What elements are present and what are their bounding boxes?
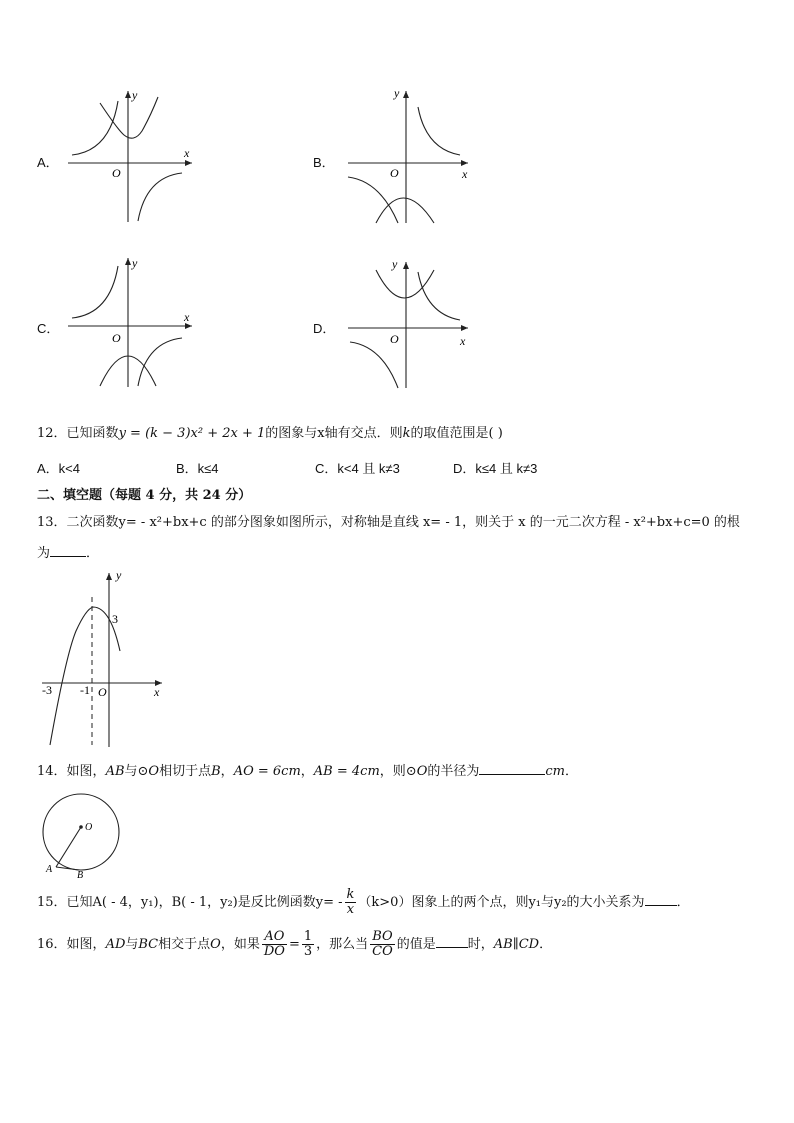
question-number: 13． — [37, 515, 67, 530]
origin-label: O — [112, 166, 121, 180]
y-axis-arrow — [403, 91, 409, 98]
option-b-label: B． — [313, 155, 335, 170]
origin-label: O — [390, 166, 399, 180]
q14-text: 与⊙ — [124, 764, 149, 779]
y-axis-label: y — [132, 88, 138, 102]
segment-ao — [56, 827, 81, 867]
question-15 — [37, 888, 690, 917]
q13-line2-post: ． — [86, 546, 100, 561]
point-a-label: A — [46, 864, 53, 875]
q16-text: 时， — [467, 937, 494, 952]
y-axis-arrow — [125, 258, 131, 265]
q16-ad: AD — [105, 937, 126, 952]
q14-end: ． — [564, 764, 578, 779]
q16-end: ． — [539, 937, 553, 952]
q16-equals: = — [288, 937, 300, 952]
fraction-denominator: 3 — [303, 944, 313, 959]
q12-tail-text: 的取值范围是( ) — [410, 426, 503, 441]
x-axis-arrow — [461, 160, 468, 166]
hyperbola-branch-2 — [138, 173, 182, 221]
option-a-graph — [60, 85, 200, 225]
x-axis-label: x — [462, 167, 468, 181]
question-13-line-1 — [37, 511, 740, 530]
q14-text: ， — [300, 764, 314, 779]
q16-text: 相交于点 — [158, 937, 211, 952]
fraction-numerator: 1 — [303, 929, 313, 944]
q14-ab: AB — [105, 764, 125, 779]
option-b-graph — [340, 85, 480, 225]
fraction-denominator: x — [346, 902, 355, 917]
tick-label-neg3: -3 — [42, 683, 52, 697]
question-14 — [37, 760, 578, 779]
hyperbola-branch-2 — [350, 342, 398, 388]
q16-text: ，如果 — [220, 937, 260, 952]
q12-var-k: k — [402, 426, 411, 441]
q15-end: ． — [676, 895, 690, 910]
hyperbola-branch-1 — [418, 272, 460, 320]
q15-answer-blank[interactable] — [645, 893, 677, 906]
y-axis-label: y — [394, 86, 400, 100]
q15-fraction — [345, 888, 357, 917]
q16-text: 与 — [125, 937, 139, 952]
option-d-graph — [340, 250, 480, 390]
question-13-line-2 — [37, 542, 99, 561]
y-axis-arrow — [403, 262, 409, 269]
x-axis-label: x — [184, 310, 190, 324]
origin-label: O — [390, 332, 399, 346]
q12-choice-b[interactable]: B．k≤4 — [176, 461, 219, 476]
q13-answer-blank[interactable] — [50, 544, 86, 557]
question-number: 15． — [37, 895, 67, 910]
point-o-label: O — [85, 822, 93, 833]
question-number: 16． — [37, 937, 67, 952]
fraction-denominator: DO — [263, 944, 285, 959]
q14-text: 如图， — [66, 764, 106, 779]
fraction-denominator: CO — [372, 944, 393, 959]
q16-point-o: O — [210, 937, 221, 952]
y-axis-arrow — [125, 91, 131, 98]
q12-formula: y = (k − 3)x² + 2x + 1 — [118, 426, 266, 441]
q13-line2-pre: 为 — [37, 546, 51, 561]
q14-point-b: B — [211, 764, 221, 779]
q14-ab-eq: AB = 4cm — [313, 764, 380, 779]
origin-label: O — [98, 685, 107, 699]
q14-figure — [38, 790, 128, 880]
section-heading: 二、填空题（每题 4 分，共 24 分） — [37, 488, 252, 503]
q16-answer-blank[interactable] — [436, 935, 468, 948]
question-12 — [37, 422, 503, 441]
y-axis-label: y — [392, 257, 398, 271]
fraction-numerator: BO — [370, 930, 395, 945]
q14-ao-eq: AO = 6cm — [233, 764, 301, 779]
y-axis-label: y — [132, 256, 138, 270]
option-c-label: C． — [37, 321, 60, 336]
question-number: 14． — [37, 764, 67, 779]
q14-text: 相切于点 — [159, 764, 212, 779]
q14-circle-o: O — [148, 764, 160, 779]
parabola-curve — [100, 97, 158, 138]
q12-post-text: 的图象与x轴有交点．则 — [265, 426, 403, 441]
q16-text: ，那么当 — [316, 937, 369, 952]
hyperbola-branch-1 — [72, 266, 118, 318]
q16-parallel: AB∥CD — [493, 937, 540, 952]
q12-choice-d[interactable]: D．k≤4 且 k≠3 — [453, 461, 538, 476]
y-axis-label: y — [116, 568, 122, 582]
q16-text: 如图， — [66, 937, 106, 952]
q14-text: ，则⊙ — [379, 764, 417, 779]
parabola-curve — [376, 198, 434, 223]
q14-answer-blank[interactable] — [479, 762, 545, 775]
hyperbola-branch-2 — [138, 338, 182, 386]
q16-fraction-one-third — [302, 930, 314, 959]
point-b-label: B — [77, 870, 84, 880]
question-number: 12． — [37, 426, 67, 441]
hyperbola-branch-2 — [348, 177, 398, 223]
q14-unit: cm — [545, 764, 565, 779]
q14-circle-o: O — [416, 764, 428, 779]
x-axis-label: x — [184, 146, 190, 160]
hyperbola-branch-1 — [72, 101, 118, 155]
option-a-label: A． — [37, 155, 59, 170]
q16-fraction-bo-co — [370, 930, 395, 959]
question-16 — [37, 930, 552, 959]
tick-label-neg1: -1 — [80, 683, 90, 697]
x-axis-arrow — [461, 325, 468, 331]
q12-choice-a[interactable]: A．k<4 — [37, 461, 80, 476]
q15-text: 已知A( - 4，y₁)，B( - 1，y₂)是反比例函数y= - — [66, 895, 343, 910]
q13-graph — [36, 565, 171, 750]
x-axis-arrow — [185, 160, 192, 166]
fraction-numerator: k — [346, 887, 355, 902]
q12-pre-text: 已知函数 — [66, 426, 119, 441]
circle-o — [43, 794, 119, 870]
x-axis-label: x — [154, 685, 160, 699]
q14-text: ， — [220, 764, 234, 779]
origin-label: O — [112, 331, 121, 345]
fraction-numerator: AO — [262, 930, 287, 945]
q12-choice-c[interactable]: C．k<4 且 k≠3 — [315, 461, 400, 476]
hyperbola-branch-1 — [418, 107, 460, 155]
option-d-label: D． — [313, 321, 336, 336]
tick-label-3: 3 — [112, 612, 118, 626]
q15-text: （k>0）图象上的两个点，则y₁与y₂的大小关系为 — [358, 895, 645, 910]
x-axis-label: x — [460, 334, 466, 348]
q16-fraction-ao-do — [262, 930, 287, 959]
q14-text: 的半径为 — [427, 764, 480, 779]
option-c-graph — [60, 250, 200, 390]
y-axis-arrow — [106, 573, 112, 580]
q16-text: 的值是 — [396, 937, 436, 952]
q16-bc: BC — [138, 937, 159, 952]
q13-text: 二次函数y= - x²+bx+c 的部分图象如图所示，对称轴是直线 x= - 1，则关于 x 的一元二次方程 - x²+bx+c=0 的根 — [66, 515, 740, 530]
